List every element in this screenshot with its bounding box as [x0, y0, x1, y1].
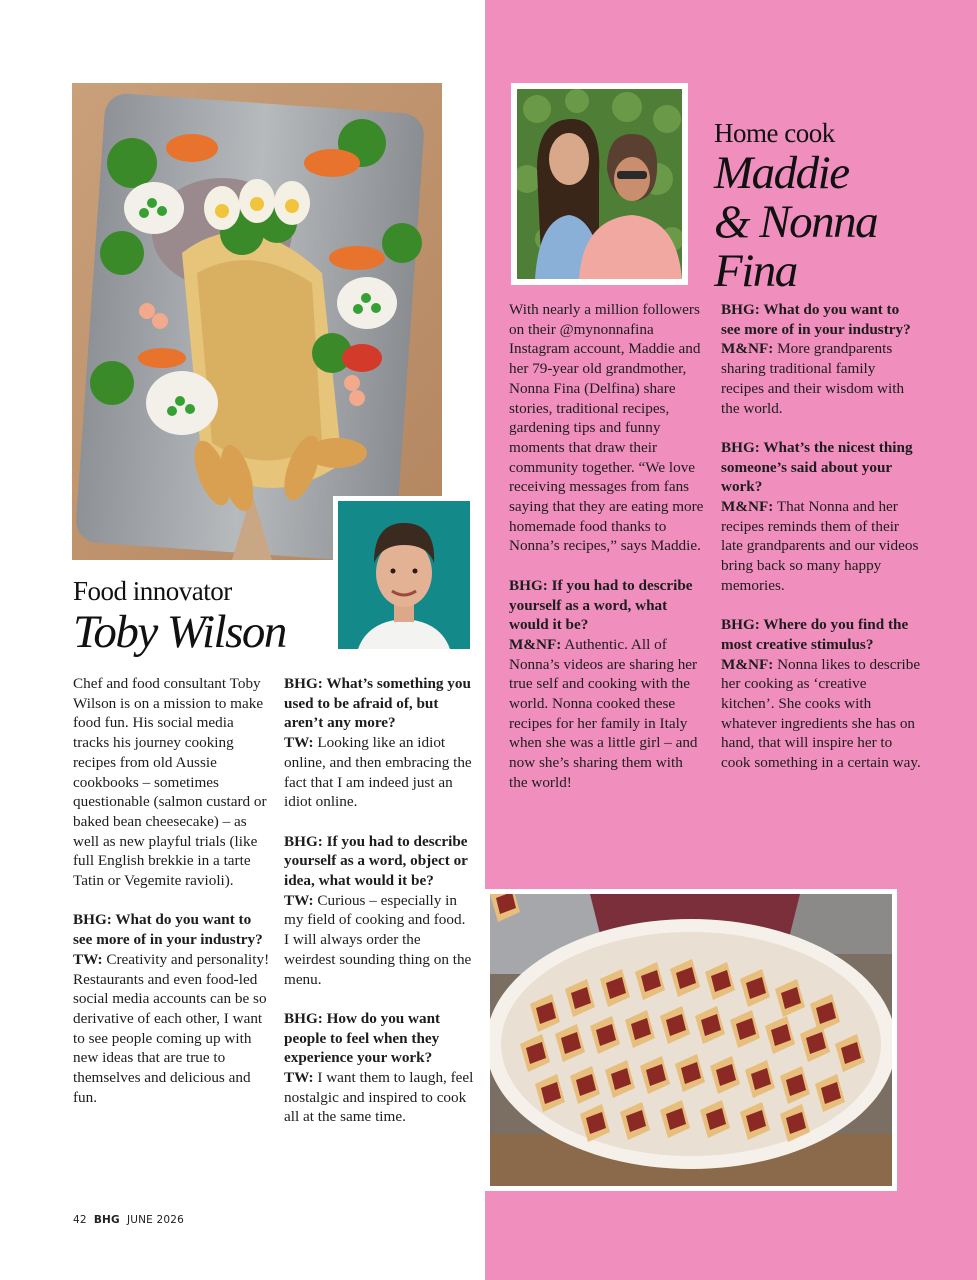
pastries-platter-frame	[485, 889, 897, 1191]
toby-name: Toby Wilson	[73, 606, 286, 658]
answer-label: TW:	[284, 734, 314, 752]
maddie-question-1: BHG: If you had to describe yourself as a word, what would it be?	[509, 576, 693, 634]
answer-label: TW:	[284, 891, 314, 909]
answer-label: M&NF:	[721, 655, 774, 673]
toby-answer-4	[284, 1068, 474, 1127]
maddie-answer-4	[721, 655, 921, 773]
toby-question-2: BHG: What’s something you used to be afraid of, but aren’t any more?	[284, 675, 471, 732]
maddie-and-nonna-portrait-frame	[511, 83, 688, 285]
portrait-illustration	[338, 501, 470, 649]
maddie-name-line-1: Maddie	[714, 147, 849, 199]
portrait-illustration	[517, 89, 682, 279]
toby-wilson-portrait-frame	[333, 496, 475, 654]
toby-answer-2	[284, 733, 474, 812]
page-folio	[73, 1214, 184, 1226]
answer-label: TW:	[73, 950, 103, 968]
maddie-question-3: BHG: What’s the nicest thing someone’s said about your work?	[721, 438, 913, 496]
answer-text: More grandparents sharing traditional family recipes and their wisdom with the world.	[721, 340, 905, 417]
issue-date: JUNE 2026	[126, 1214, 185, 1226]
toby-question-1: BHG: What do you want to see more of in your industry?	[73, 911, 263, 949]
answer-label: M&NF:	[721, 498, 774, 516]
answer-label: M&NF:	[721, 340, 774, 358]
toby-column-2	[284, 674, 474, 1127]
pastries-platter-photo	[490, 894, 892, 1186]
toby-wilson-portrait	[338, 501, 470, 649]
toby-intro: Chef and food consultant Toby Wilson is on a mission to make food fun. His social media tracks his journey cooking recipes from old Aussie cookbooks – sometimes questionable (salmon custard or baked bean cheesecake) – as well as new playful trials (like full English brekkie in a tarte Tatin or Vegemite ravioli).	[73, 675, 267, 890]
page-number: 42	[73, 1214, 87, 1226]
maddie-intro: With nearly a million followers on their @mynonnafina Instagram account, Maddie and her 79-year old grandmother, Nonna Fina (Delfina) share stories, traditional recipes, gardening tips and funny moments that draw their community together. “We love receiving messages from fans saying that they are eating more homemade food thanks to Nonna’s recipes,” says Maddie.	[509, 301, 704, 555]
maddie-nonna-heading	[714, 118, 954, 298]
answer-label: M&NF:	[509, 635, 562, 653]
pastries-illustration	[490, 894, 892, 1186]
toby-answer-1	[73, 950, 273, 1108]
maddie-answer-3	[721, 497, 921, 596]
maddie-column-1	[509, 300, 705, 793]
maddie-kicker: Home cook	[714, 118, 835, 148]
answer-text: I want them to laugh, feel nostalgic and inspired to cook all at the same time.	[284, 1069, 474, 1126]
maddie-name-line-2: & Nonna	[714, 196, 878, 249]
magazine-brand: BHG	[93, 1214, 120, 1226]
maddie-answer-1	[509, 635, 705, 793]
answer-text: Creativity and personality! Restaurants and even food-led social media accounts can be so derivative of each other, I want to see people coming up with new ideas that are true to themselves and delicious and fun.	[73, 950, 270, 1106]
maddie-and-nonna-portrait	[517, 89, 682, 279]
maddie-column-2	[721, 300, 921, 773]
toby-wilson-heading	[73, 576, 333, 658]
answer-text: That Nonna and her recipes reminds them of their late grandparents and our videos bring back so many happy memories.	[721, 498, 919, 594]
answer-text: Authentic. All of Nonna’s videos are sharing her true self and cooking with the world. Nonna cooked these recipes for her family in Italy when she was a little girl – and now she’s sharing them with the world!	[509, 635, 698, 791]
maddie-name-line-3: Fina	[714, 245, 797, 298]
answer-text: Nonna likes to describe her cooking as ‘creative kitchen’. She cooks with whatever ingredients she has on hand, that will inspire her to cook something in a certain way.	[721, 655, 921, 772]
toby-kicker: Food innovator	[73, 576, 232, 606]
baked-fish-illustration	[72, 83, 442, 560]
maddie-answer-2	[721, 339, 921, 418]
toby-column-1	[73, 674, 273, 1107]
toby-question-4: BHG: How do you want people to feel when they experience your work?	[284, 1009, 441, 1067]
toby-answer-3	[284, 891, 474, 990]
maddie-question-4: BHG: Where do you find the most creative stimulus?	[721, 616, 909, 653]
baked-fish-tray-photo	[72, 83, 442, 560]
answer-label: TW:	[284, 1069, 314, 1087]
maddie-question-2: BHG: What do you want to see more of in your industry?	[721, 301, 911, 338]
toby-question-3: BHG: If you had to describe yourself as a word, object or idea, what would it be?	[284, 832, 468, 890]
answer-text: Curious – especially in my field of cooking and food. I will always order the weirdest sounding thing on the menu.	[284, 891, 472, 988]
answer-text: Looking like an idiot online, and then embracing the fact that I am indeed just an idiot online.	[284, 734, 472, 811]
